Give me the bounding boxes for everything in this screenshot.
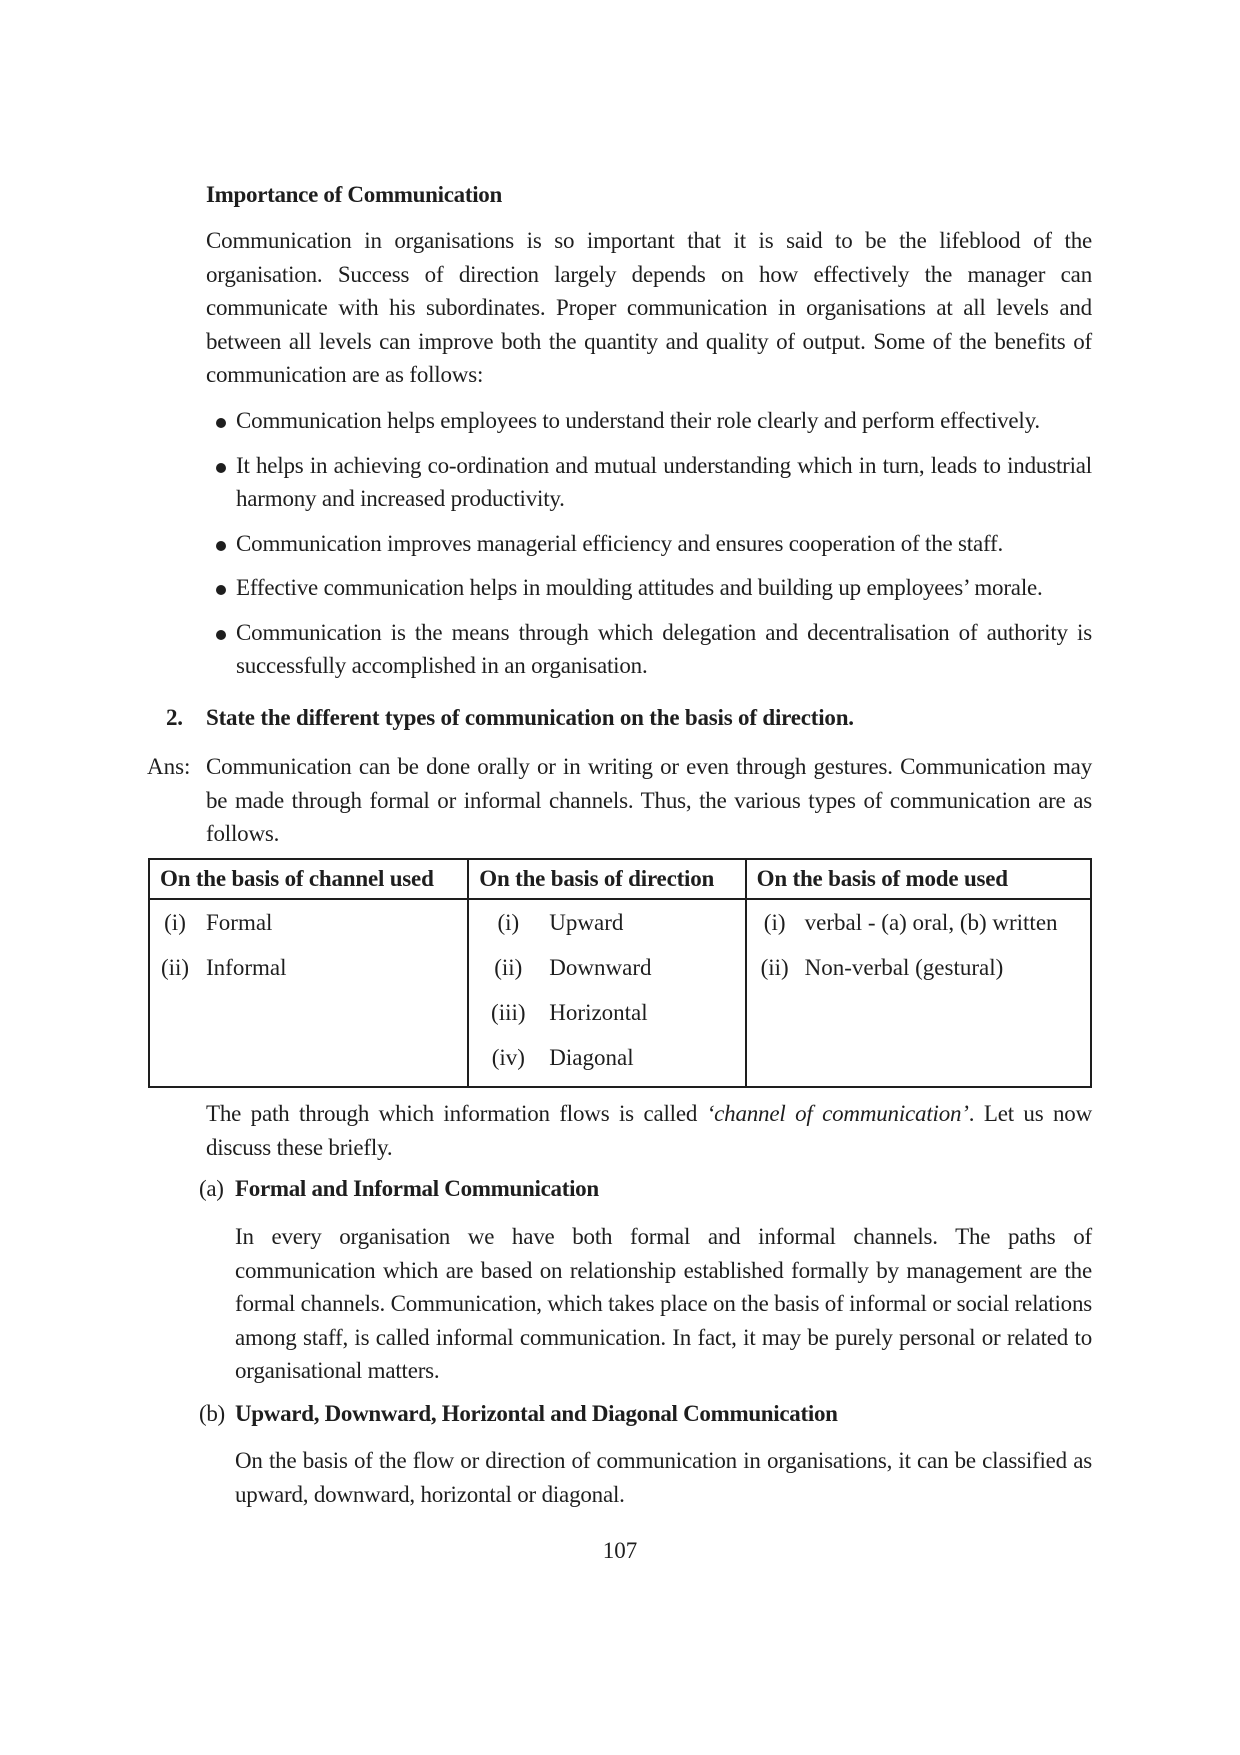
item-text: Downward — [549, 955, 652, 980]
answer-label: Ans: — [147, 754, 191, 779]
item-number: (ii) — [760, 955, 789, 980]
channel-paragraph-end: . Let us now discuss these briefly. — [206, 1101, 1093, 1160]
list-item — [216, 404, 1092, 438]
list-item-text: Communication improves managerial efficiency and ensures cooperation of the staff. — [236, 530, 1004, 556]
list-item — [216, 616, 1092, 683]
question — [166, 705, 854, 731]
channel-paragraph — [206, 1097, 1092, 1164]
list-item-text: Communication is the means through which delegation and decentralisation of authority is successfully accomplished in an organisation. — [236, 619, 1092, 678]
bullet-icon — [216, 541, 226, 551]
section-heading: Importance of Communication — [206, 182, 502, 207]
list-item — [216, 449, 1092, 516]
channel-paragraph-start: The path through which information flows is called — [206, 1101, 707, 1126]
table-cell-item — [469, 951, 744, 996]
item-number: (ii) — [494, 955, 523, 980]
item-number: (i) — [497, 910, 520, 935]
item-text: Informal — [206, 955, 287, 980]
item-text: Formal — [206, 910, 273, 935]
list-item-text: Communication helps employees to understand their role clearly and perform effectively. — [236, 408, 1040, 433]
table-header-row — [149, 859, 1091, 899]
bullet-icon — [216, 585, 226, 595]
bullet-icon — [216, 418, 226, 428]
table-cell-item — [150, 906, 467, 951]
item-text: Non-verbal (gestural) — [804, 955, 1004, 980]
table-cell-channel — [149, 899, 468, 1087]
subsection-heading-a — [199, 1176, 599, 1202]
list-item — [216, 527, 1092, 561]
intro-paragraph: Communication in organisations is so important that it is said to be the lifeblood of the organisation. Success of direction largely depends on how effectively the manager can communicate with his subordinates. Proper communication in organisations at all levels and between all levels can improve both the quantity and quality of output. Some of the benefits of communication are as follows: — [206, 228, 1092, 387]
table-cell-mode — [746, 899, 1091, 1087]
table-cell-item — [469, 996, 744, 1041]
item-text: Upward — [549, 910, 624, 935]
table-cell-direction — [468, 899, 745, 1087]
channel-term: ‘channel of communication’ — [706, 1101, 969, 1126]
table-header-direction: On the basis of direction — [468, 859, 745, 899]
item-text: Horizontal — [549, 1000, 648, 1025]
item-number: (iv) — [491, 1045, 525, 1070]
table-row — [149, 899, 1091, 1087]
subsection-title: Upward, Downward, Horizontal and Diagonal Communication — [235, 1401, 838, 1426]
subsection-paragraph-a: In every organisation we have both formal and informal channels. The paths of communication which are based on relationship established formally by management are the formal channels. Communication, which takes place on the basis of informal or social relations among staff, is called informal communication. In fact, it may be purely personal or related to organisational matters. — [235, 1224, 1092, 1383]
bullet-icon — [216, 463, 226, 473]
item-text: Diagonal — [549, 1045, 634, 1070]
table-cell-item — [747, 906, 1090, 951]
subsection-paragraph-b: On the basis of the flow or direction of communication in organisations, it can be classified as upward, downward, horizontal or diagonal. — [235, 1448, 1092, 1507]
page-number: 107 — [602, 1538, 638, 1563]
table-header-mode: On the basis of mode used — [746, 859, 1091, 899]
table-cell-item — [150, 951, 467, 996]
subsection-letter: (b) — [199, 1401, 225, 1426]
item-number: (iii) — [491, 1000, 526, 1025]
item-number: (ii) — [160, 955, 190, 980]
subsection-letter: (a) — [199, 1176, 224, 1201]
list-item-text: Effective communication helps in moulding attitudes and building up employees’ morale. — [236, 575, 1043, 600]
bullet-icon — [216, 630, 226, 640]
list-item — [216, 571, 1092, 605]
subsection-heading-b — [199, 1401, 838, 1427]
benefits-list — [216, 404, 1092, 694]
answer-text: Communication can be done orally or in writing or even through gestures. Communication may be made through formal or informal channels. Thus, the various types of communication are as follows. — [206, 754, 1092, 846]
list-item-text: It helps in achieving co-ordination and mutual understanding which in turn, leads to industrial harmony and increased productivity. — [236, 452, 1092, 511]
question-text: State the different types of communication on the basis of direction. — [206, 705, 854, 730]
item-text: verbal - (a) oral, (b) written — [804, 910, 1058, 935]
table-cell-item — [469, 1041, 744, 1086]
table-header-channel: On the basis of channel used — [149, 859, 468, 899]
item-number: (i) — [763, 910, 786, 935]
item-number: (i) — [164, 910, 186, 935]
table-cell-item — [469, 906, 744, 951]
subsection-title: Formal and Informal Communication — [235, 1176, 599, 1201]
question-number: 2. — [166, 705, 183, 730]
table-cell-item — [747, 951, 1090, 996]
communication-types-table — [148, 858, 1092, 1088]
